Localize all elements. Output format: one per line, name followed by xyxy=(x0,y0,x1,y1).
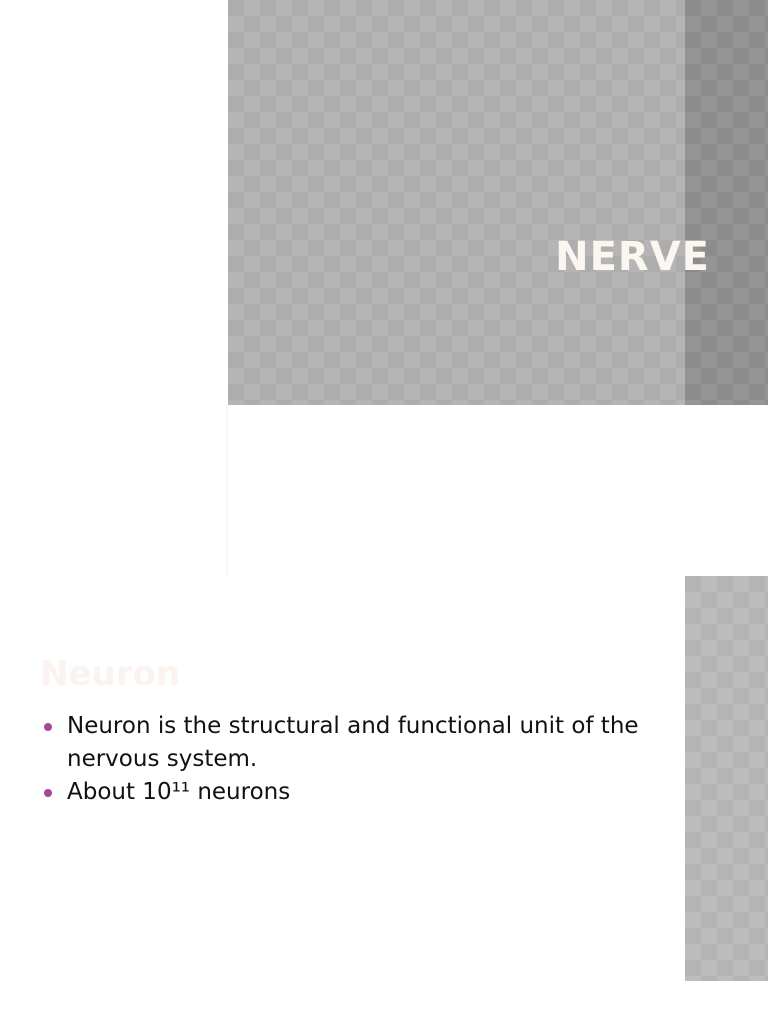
bullet-text: About 10¹¹ neurons xyxy=(67,779,291,805)
slide-2 xyxy=(0,576,768,981)
divider xyxy=(226,405,228,576)
accent-strip xyxy=(685,576,768,981)
bullet-dot-icon xyxy=(44,789,52,797)
bullet-text: Neuron is the structural and functional unit of the nervous system. xyxy=(67,713,639,772)
title-panel xyxy=(228,0,685,405)
slide-1-title: NERVE xyxy=(555,234,710,280)
bullet-list xyxy=(44,710,644,809)
bullet-item xyxy=(44,710,644,776)
slide-2-title: Neuron xyxy=(40,654,181,694)
bullet-dot-icon xyxy=(44,723,52,731)
accent-strip xyxy=(685,0,768,405)
bullet-item xyxy=(44,776,644,809)
page-bottom xyxy=(0,981,768,1024)
